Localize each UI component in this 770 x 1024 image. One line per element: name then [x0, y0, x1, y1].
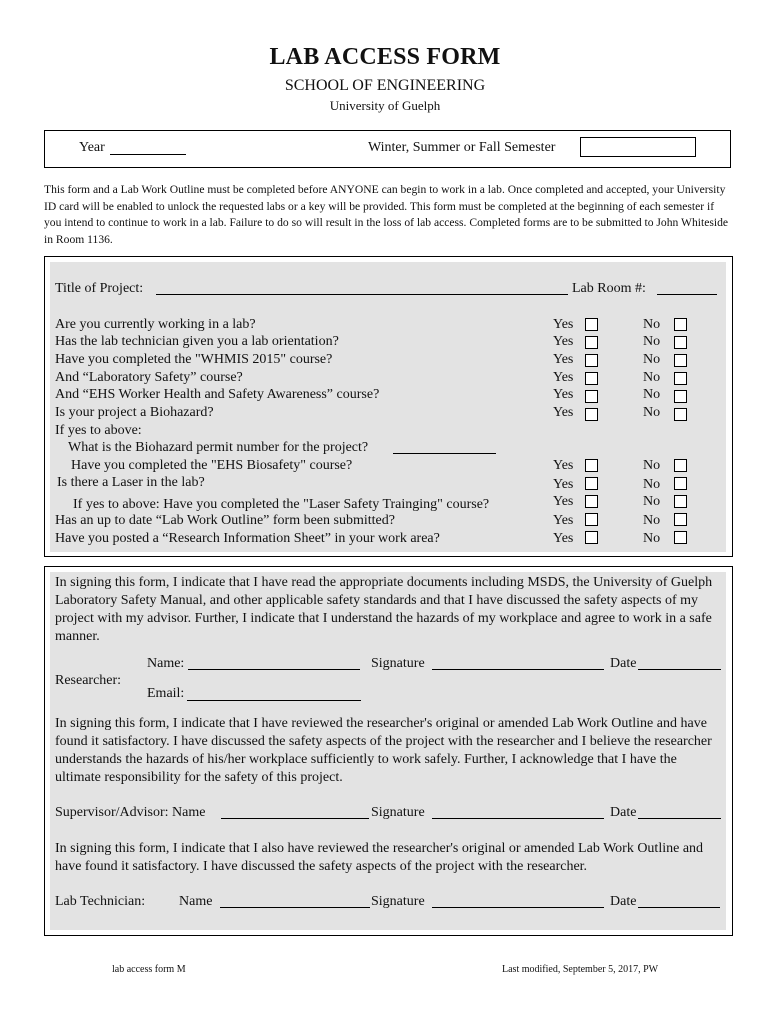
- technician-statement: In signing this form, I indicate that I also have reviewed the researcher's original or amended Lab Work Outline and have found it satisfactory. I have discussed the safety aspects of the project with the researcher.: [55, 841, 704, 874]
- yes-label: Yes: [553, 531, 574, 546]
- supervisor-date-field[interactable]: [638, 818, 721, 819]
- biohazard-permit-field[interactable]: [393, 453, 496, 454]
- lab-room-label: Lab Room #:: [572, 281, 646, 296]
- no-checkbox[interactable]: [674, 513, 687, 526]
- researcher-date-label: Date: [610, 656, 637, 671]
- question-text: And “EHS Worker Health and Safety Awareness” course?: [55, 387, 380, 402]
- yes-label: Yes: [553, 477, 574, 492]
- yes-checkbox[interactable]: [585, 390, 598, 403]
- no-label: No: [643, 477, 661, 492]
- no-checkbox[interactable]: [674, 318, 687, 331]
- no-checkbox[interactable]: [674, 459, 687, 472]
- no-label: No: [643, 531, 661, 546]
- no-checkbox[interactable]: [674, 336, 687, 349]
- supervisor-signature-field[interactable]: [432, 818, 604, 819]
- biosafety-question: Have you completed the "EHS Biosafety" course?: [71, 458, 353, 473]
- question-text: Are you currently working in a lab?: [55, 317, 256, 332]
- no-checkbox[interactable]: [674, 390, 687, 403]
- researcher-signature-label: Signature: [371, 656, 425, 671]
- laser-training-question: If yes to above: Have you completed the "Laser Safety Trainging" course?: [73, 497, 490, 512]
- supervisor-statement: In signing this form, I indicate that I have reviewed the researcher's original or amended Lab Work Outline and have found it satisfactory. I have discussed the safety aspects of the project with the researcher and I believe the researcher understands the hazards of his/her workplace sufficiently to work safely. Further, I acknowledge that I have the ultimate responsibility for the safety of this project.: [55, 716, 712, 785]
- no-checkbox[interactable]: [674, 477, 687, 490]
- yes-label: Yes: [553, 334, 574, 349]
- technician-signature-field[interactable]: [432, 907, 604, 908]
- no-checkbox[interactable]: [674, 408, 687, 421]
- researcher-date-field[interactable]: [638, 669, 721, 670]
- yes-checkbox[interactable]: [585, 372, 598, 385]
- yes-label: Yes: [553, 387, 574, 402]
- yes-checkbox[interactable]: [585, 408, 598, 421]
- technician-name-field[interactable]: [220, 907, 370, 908]
- yes-checkbox[interactable]: [585, 459, 598, 472]
- researcher-label: Researcher:: [55, 673, 122, 688]
- question-text: Have you completed the "WHMIS 2015" course?: [55, 352, 333, 367]
- researcher-statement: In signing this form, I indicate that I have read the appropriate documents including MSDS, the University of Guelph Laboratory Safety Manual, and other applicable safety standards and that I have discussed the safety aspects of my project with my advisor. Further, I indicate that I understand the hazards of my workplace and agree to work in a safe manner.: [55, 575, 713, 644]
- question-text: Is your project a Biohazard?: [55, 405, 214, 420]
- lab-room-field[interactable]: [657, 294, 717, 295]
- laser-question: Is there a Laser in the lab?: [57, 475, 205, 490]
- researcher-name-label: Name:: [147, 656, 185, 671]
- no-label: No: [643, 458, 661, 473]
- no-label: No: [643, 405, 661, 420]
- no-checkbox[interactable]: [674, 354, 687, 367]
- yes-label: Yes: [553, 458, 574, 473]
- research-info-sheet-question: Have you posted a “Research Information Sheet” in your work area?: [55, 531, 440, 546]
- yes-checkbox[interactable]: [585, 531, 598, 544]
- biohazard-if-yes-label: If yes to above:: [55, 423, 142, 438]
- supervisor-name-label: Supervisor/Advisor: Name: [55, 805, 206, 820]
- yes-label: Yes: [553, 494, 574, 509]
- yes-label: Yes: [553, 317, 574, 332]
- no-checkbox[interactable]: [674, 531, 687, 544]
- page-title: LAB ACCESS FORM: [269, 44, 501, 70]
- project-title-field[interactable]: [156, 294, 568, 295]
- technician-name-label: Name: [179, 894, 213, 909]
- school-name: SCHOOL OF ENGINEERING: [284, 77, 486, 94]
- yes-checkbox[interactable]: [585, 318, 598, 331]
- researcher-email-field[interactable]: [187, 700, 361, 701]
- no-label: No: [643, 513, 661, 528]
- yes-label: Yes: [553, 370, 574, 385]
- footer-form-id: lab access form M: [112, 964, 186, 975]
- yes-checkbox[interactable]: [585, 336, 598, 349]
- technician-label: Lab Technician:: [55, 894, 146, 909]
- no-label: No: [643, 494, 661, 509]
- question-text: Has the lab technician given you a lab orientation?: [55, 334, 339, 349]
- yes-checkbox[interactable]: [585, 354, 598, 367]
- no-label: No: [643, 370, 661, 385]
- no-checkbox[interactable]: [674, 372, 687, 385]
- researcher-email-label: Email:: [147, 686, 185, 701]
- technician-signature-label: Signature: [371, 894, 425, 909]
- semester-field[interactable]: [580, 137, 696, 157]
- researcher-signature-field[interactable]: [432, 669, 604, 670]
- lab-work-outline-question: Has an up to date “Lab Work Outline” form been submitted?: [55, 513, 395, 528]
- no-label: No: [643, 387, 661, 402]
- question-text: And “Laboratory Safety” course?: [55, 370, 243, 385]
- technician-date-field[interactable]: [638, 907, 720, 908]
- researcher-name-field[interactable]: [188, 669, 360, 670]
- supervisor-signature-label: Signature: [371, 805, 425, 820]
- supervisor-date-label: Date: [610, 805, 637, 820]
- yes-checkbox[interactable]: [585, 513, 598, 526]
- technician-date-label: Date: [610, 894, 637, 909]
- semester-label: Winter, Summer or Fall Semester: [368, 140, 556, 155]
- yes-label: Yes: [553, 405, 574, 420]
- yes-label: Yes: [553, 352, 574, 367]
- no-checkbox[interactable]: [674, 495, 687, 508]
- yes-checkbox[interactable]: [585, 495, 598, 508]
- footer-last-modified: Last modified, September 5, 2017, PW: [502, 964, 659, 975]
- no-label: No: [643, 334, 661, 349]
- supervisor-name-field[interactable]: [221, 818, 369, 819]
- project-title-label: Title of Project:: [55, 281, 144, 296]
- no-label: No: [643, 352, 661, 367]
- university-name: University of Guelph: [329, 98, 441, 113]
- intro-text: This form and a Lab Work Outline must be completed before ANYONE can begin to work in a lab. Once completed and accepted, your University ID card will be enabled to unlock the requested labs or a key will be provided. This form must be completed at the beginning of each semester if you intend to continue to work in a lab. Failure to do so will result in the loss of lab access. Completed forms are to be submitted to John Whiteside in Room 1136.: [44, 183, 729, 246]
- yes-label: Yes: [553, 513, 574, 528]
- yes-checkbox[interactable]: [585, 477, 598, 490]
- no-label: No: [643, 317, 661, 332]
- year-label: Year: [79, 140, 105, 155]
- biohazard-permit-question: What is the Biohazard permit number for the project?: [68, 440, 369, 455]
- year-field[interactable]: [110, 154, 186, 155]
